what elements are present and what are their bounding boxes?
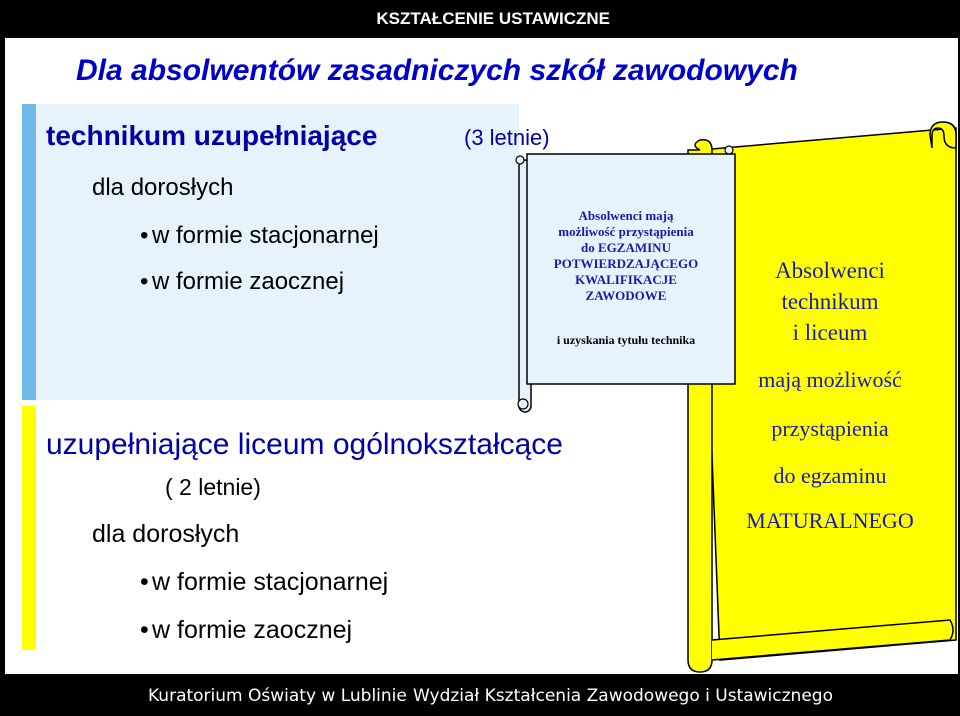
exam-info-text <box>527 208 725 304</box>
matura-info-line: przystąpienia <box>771 416 889 441</box>
technikum-form-label: w formie zaocznej <box>152 268 345 295</box>
liceum-audience: dla dorosłych <box>92 520 240 548</box>
exam-info-line: KWALIFIKACJE <box>575 272 677 287</box>
matura-info-line: mają możliwość <box>758 367 902 392</box>
liceum-years: ( 2 letnie) <box>165 474 261 500</box>
matura-info-line: do egzaminu <box>773 463 887 488</box>
bullet-icon: • <box>140 222 149 249</box>
exam-info-line: ZAWODOWE <box>585 288 667 303</box>
matura-info-heading <box>730 255 930 348</box>
technikum-title: technikum uzupełniające <box>46 120 378 151</box>
bullet-icon: • <box>140 568 149 596</box>
exam-info-line: POTWIERDZAJĄCEGO <box>553 256 699 271</box>
page-title: Dla absolwentów zasadniczych szkół zawodowych <box>76 54 798 87</box>
technikum-form-label: w formie stacjonarnej <box>152 222 379 249</box>
technikum-years: (3 letnie) <box>464 125 550 150</box>
exam-info-line: Absolwenci mają <box>578 208 674 223</box>
matura-info-line: i liceum <box>792 320 868 345</box>
matura-info-line: technikum <box>781 289 879 314</box>
technikum-audience: dla dorosłych <box>92 174 234 201</box>
liceum-form-label: w formie zaocznej <box>152 616 353 644</box>
exam-info-line: możliwość przystąpienia <box>558 224 694 239</box>
liceum-form-label: w formie stacjonarnej <box>152 568 389 596</box>
exam-info-line: do EGZAMINU <box>581 240 671 255</box>
footer-organization: Kuratorium Oświaty w Lublinie <box>148 686 407 706</box>
page-header-title: KSZTAŁCENIE USTAWICZNE <box>376 9 610 28</box>
bullet-icon: • <box>140 268 149 295</box>
liceum-title: uzupełniające liceum ogólnokształcące <box>46 428 563 461</box>
technician-title-text: i uzyskania tytułu technika <box>556 333 696 347</box>
footer-department: Wydział Kształcenia Zawodowego i Ustawicznego <box>413 686 833 706</box>
matura-info-line: MATURALNEGO <box>746 508 914 533</box>
bullet-icon: • <box>140 616 149 644</box>
matura-info-line: Absolwenci <box>775 258 885 283</box>
